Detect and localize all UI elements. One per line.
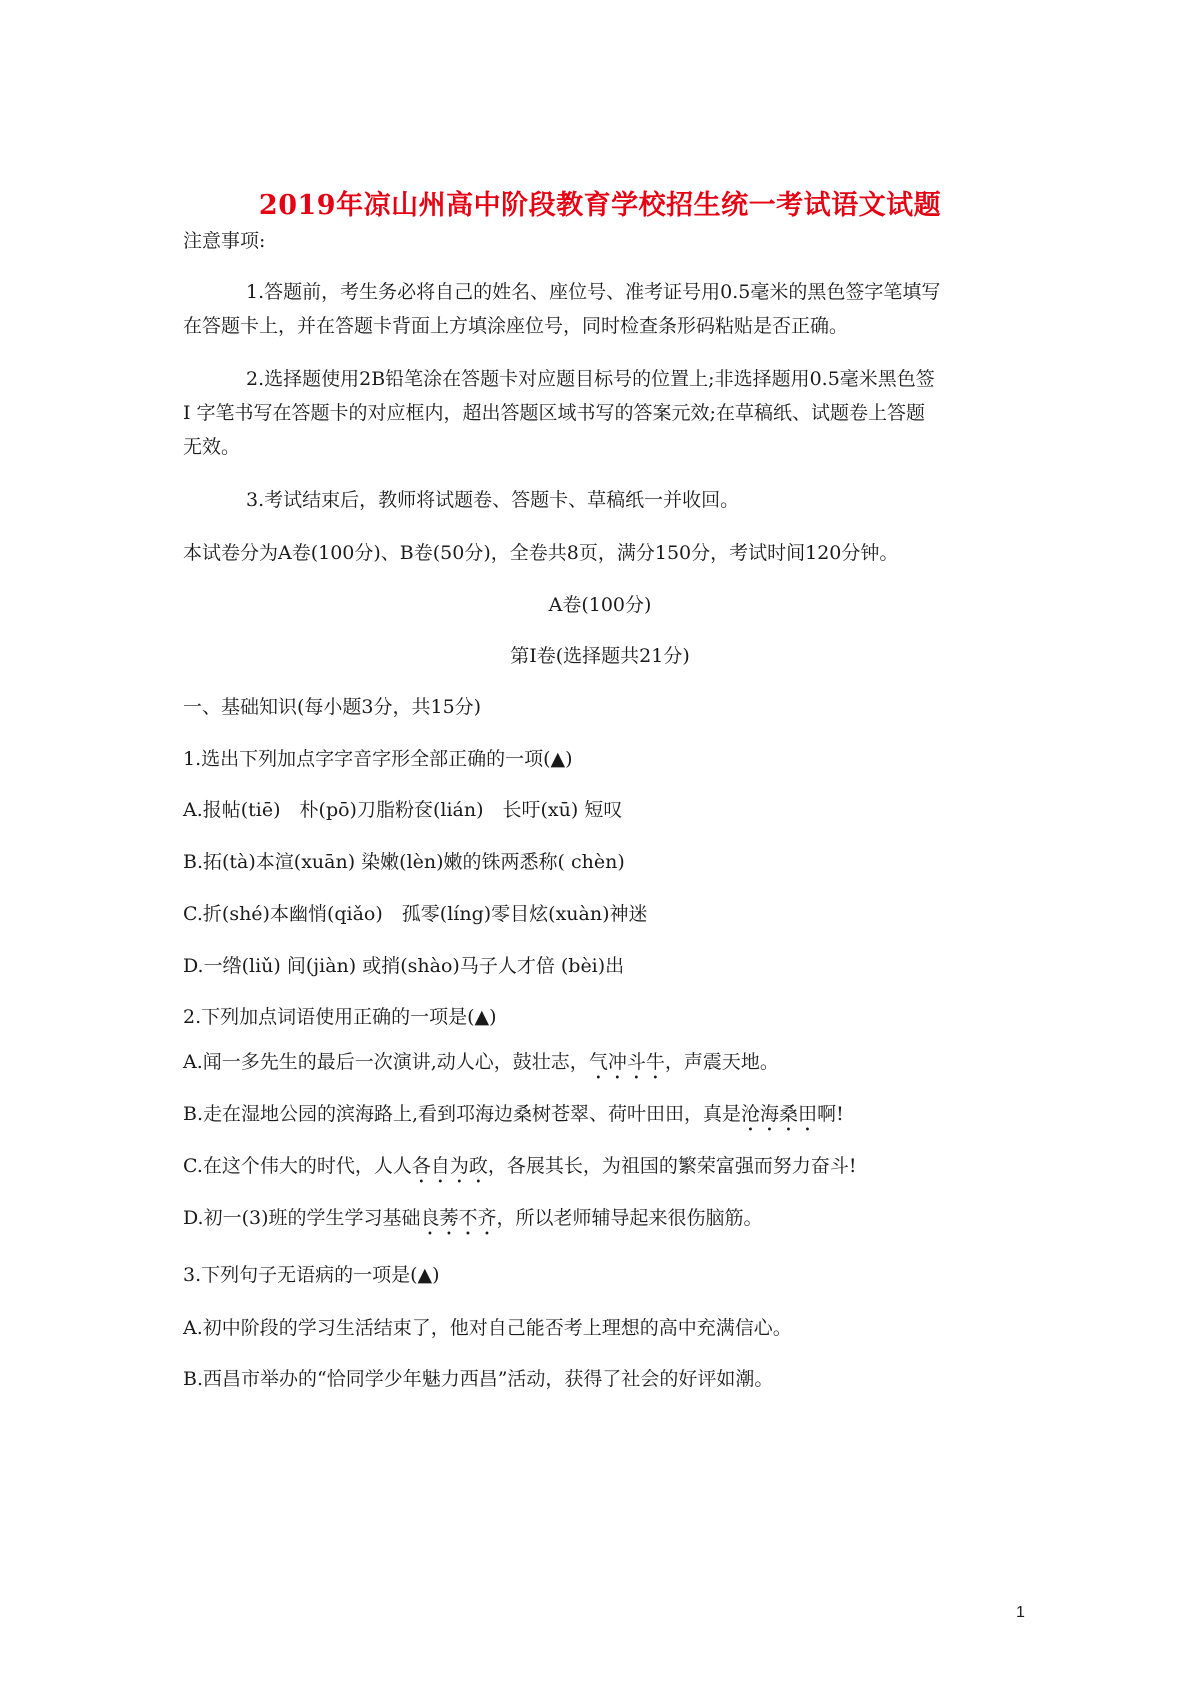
q1-option-b: B.拓(tà)本渲(xuān) 染嫩(lèn)嫩的铢两悉称( chèn)	[183, 851, 625, 873]
note-2-line-1: 2.选择题使用2B铅笔涂在答题卡对应题目标号的位置上;非选择题用0.5毫米黑色签	[246, 368, 935, 390]
note-1-line-1: 1.答题前，考生务必将自己的姓名、座位号、准考证号用0.5毫米的黑色签字笔填写	[246, 281, 941, 303]
notice-heading: 注意事项:	[183, 230, 266, 252]
q2-d-text-before: D.初一(3)班的学生学习基础	[183, 1207, 421, 1229]
part-1-heading: 第I卷(选择题共21分)	[510, 645, 690, 667]
page-number: 1	[1016, 1604, 1025, 1621]
q2-c-text-before: C.在这个伟大的时代，人人	[183, 1155, 412, 1177]
q2-b-emphasized-term: 沧海桑田	[741, 1103, 818, 1125]
q2-a-text-before: A.闻一多先生的最后一次演讲,动人心，鼓壮志，	[183, 1051, 589, 1073]
note-1-line-2: 在答题卡上，并在答题卡背面上方填涂座位号，同时检查条形码粘贴是否正确。	[183, 315, 849, 337]
q2-a-emphasized-term: 气冲斗牛	[588, 1051, 665, 1073]
q2-d-text-after: ，所以老师辅导起来很伤脑筋。	[496, 1207, 763, 1229]
q1-option-c: C.折(shé)本幽悄(qiǎo) 孤零(líng)零目炫(xuàn)神迷	[183, 903, 648, 925]
q3-stem: 3.下列句子无语病的一项是(▲)	[183, 1264, 440, 1286]
q3-option-a: A.初中阶段的学习生活结束了，他对自己能否考上理想的高中充满信心。	[183, 1317, 792, 1339]
q2-option-c	[183, 1153, 857, 1188]
q3-option-b: B.西昌市举办的“恰同学少年魅力西昌”活动，获得了社会的好评如潮。	[183, 1368, 774, 1390]
q2-option-a	[183, 1049, 779, 1084]
q2-d-emphasized-term: 良莠不齐	[420, 1207, 497, 1229]
q2-c-text-after: ，各展其长，为祖国的繁荣富强而努力奋斗!	[487, 1155, 857, 1177]
q1-option-a: A.报帖(tiē) 朴(pō)刀脂粉奁(lián) 长吁(xū) 短叹	[183, 799, 623, 821]
exam-title: 2019年凉山州高中阶段教育学校招生统一考试语文试题	[258, 190, 942, 221]
note-2-line-3: 无效。	[183, 436, 241, 458]
q2-a-text-after: ，声震天地。	[664, 1051, 779, 1073]
volume-a-heading: A卷(100分)	[548, 594, 652, 616]
q1-stem: 1.选出下列加点字字音字形全部正确的一项(▲)	[183, 748, 573, 770]
q2-stem: 2.下列加点词语使用正确的一项是(▲)	[183, 1006, 497, 1028]
note-2-line-2: I 字笔书写在答题卡的对应框内，超出答题区域书写的答案元效;在草稿纸、试题卷上答题	[183, 402, 925, 424]
exam-summary: 本试卷分为A卷(100分)、B卷(50分)，全卷共8页，满分150分，考试时间120分钟。	[183, 542, 899, 564]
q2-option-d	[183, 1205, 763, 1240]
q2-b-text-before: B.走在湿地公园的滨海路上,看到邛海边桑树苍翠、荷叶田田，真是	[183, 1103, 742, 1125]
q2-option-b	[183, 1101, 844, 1136]
q2-b-text-after: 啊!	[817, 1103, 844, 1125]
q2-c-emphasized-term: 各自为政	[411, 1155, 488, 1177]
section-1-heading: 一、基础知识(每小题3分，共15分)	[183, 696, 482, 718]
q1-option-d: D.一绺(liǔ) 间(jiàn) 或捎(shào)马子人才倍 (bèi)出	[183, 955, 625, 977]
note-3: 3.考试结束后，教师将试题卷、答题卡、草稿纸一并收回。	[246, 489, 740, 511]
